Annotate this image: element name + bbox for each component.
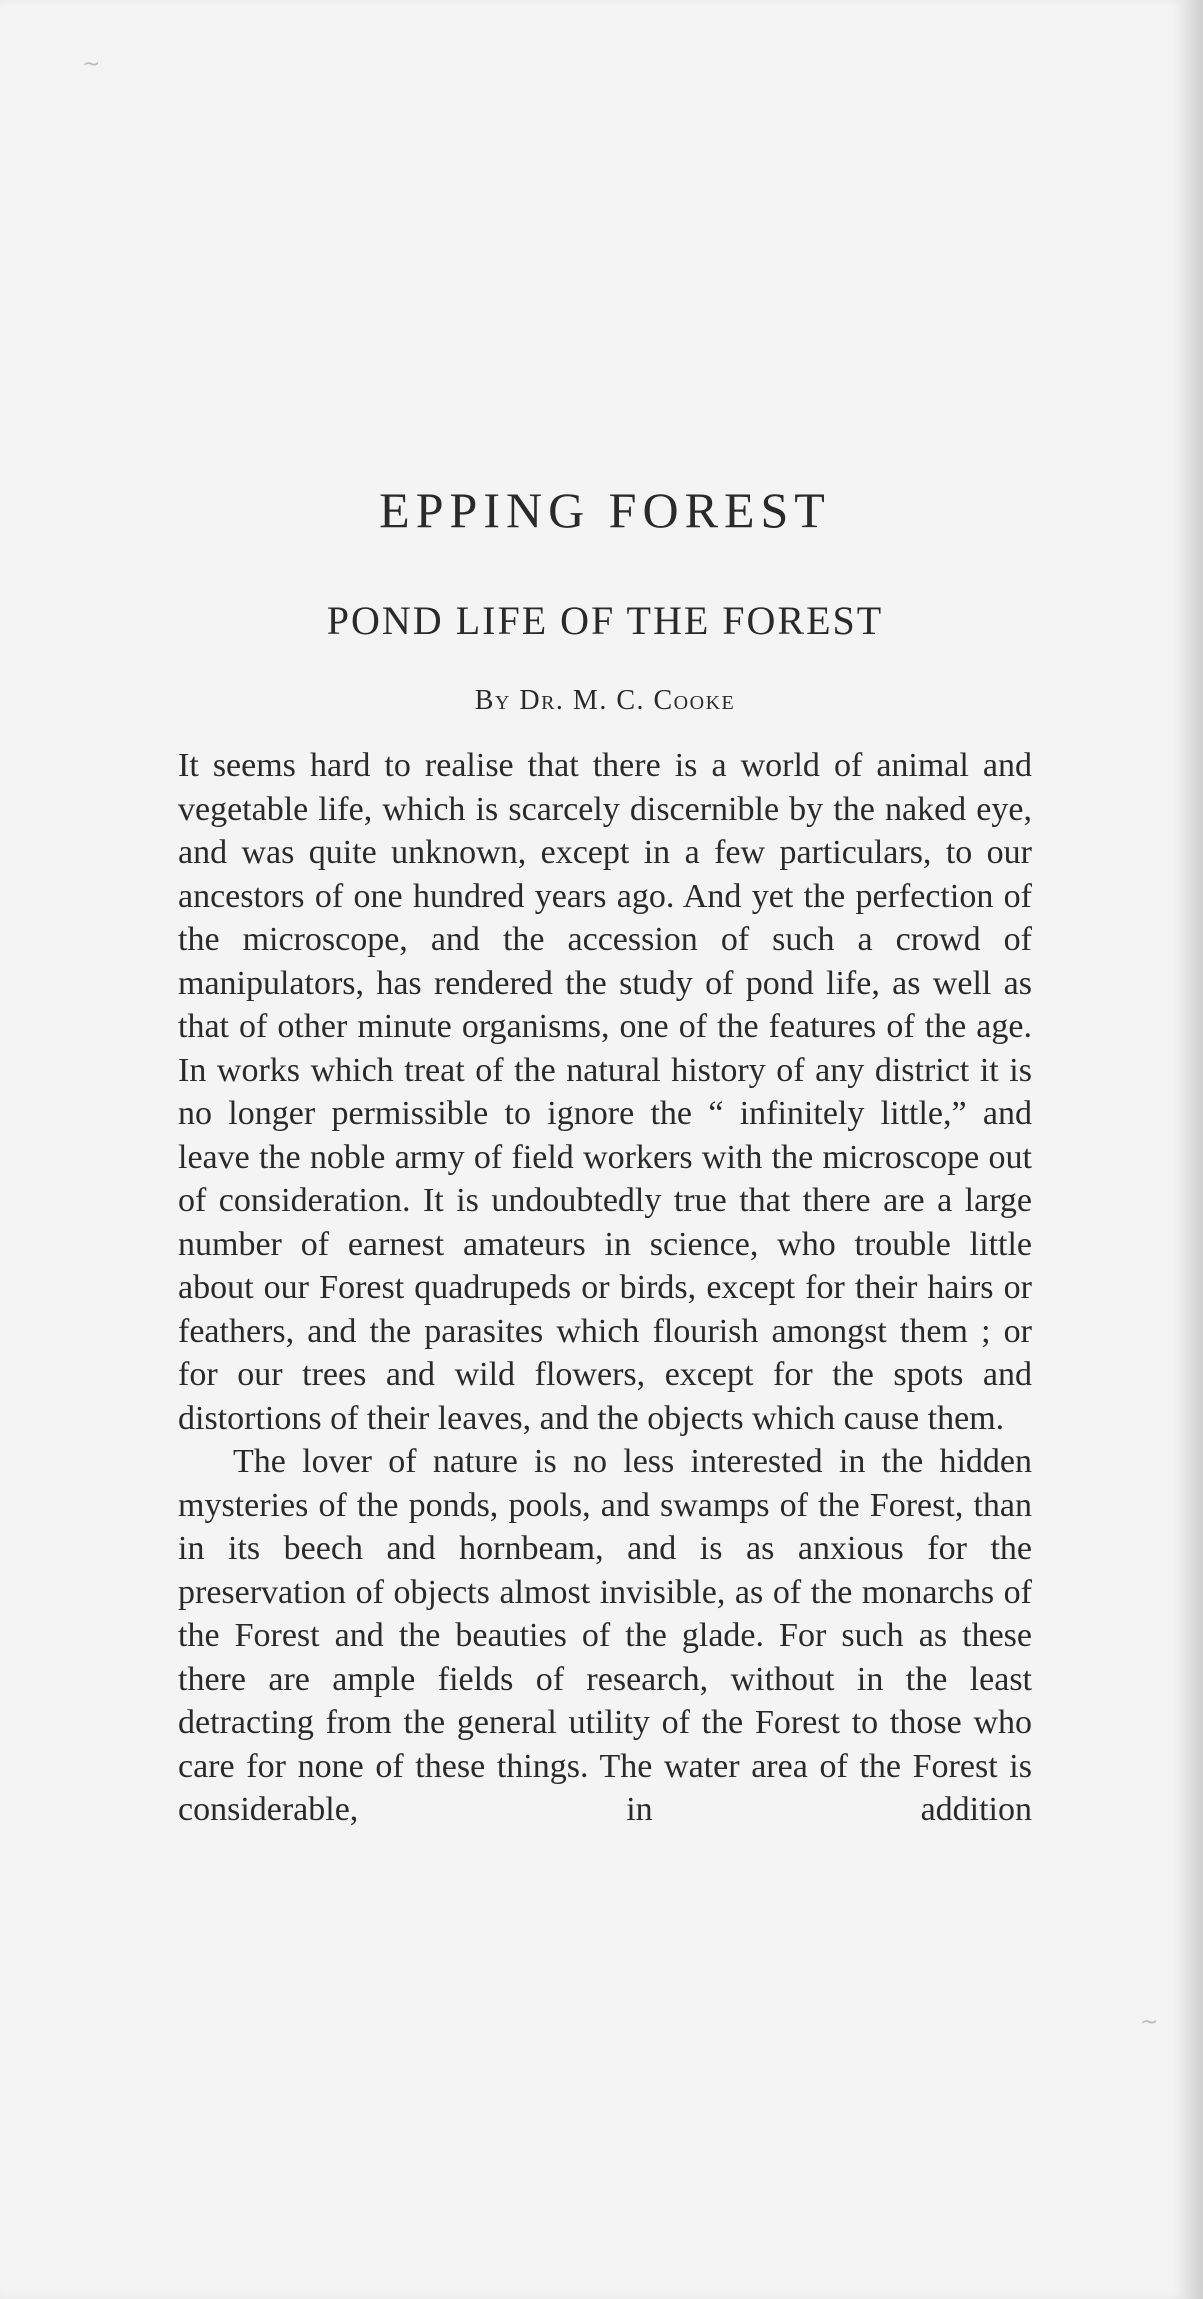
author-byline: By Dr. M. C. Cooke <box>474 685 736 716</box>
page-edge <box>1185 0 1203 2299</box>
paragraph-text: The lover of nature is no less interested in the hidden mysteries of the ponds, pools, and swamps of the Forest, than in its beech and hornbeam, and is as anxious for the preservation of objects almost invisible, as of the monarchs of the Forest and the beauties of the glade. For such as these there are ample fields of research, without in the least detracting from the general utility of the Forest to those who care for none of these things. The water area of the Forest is considerable, in addition <box>178 1443 1032 1828</box>
paragraph-text: It seems hard to realise that there is a world of animal and vegetable life, which is scarcely discernible by the naked eye, and was quite unknown, except in a few particulars, to our ancestors of one hundred years ago. And yet the perfection of the microscope, and the accession of such a crowd of manipulators, has rendered the study of pond life, as well as that of other minute organisms, one of the features of the age. In works which treat of the natural history of any district it is no longer permissible to ignore the “ infinitely little,” and leave the noble army of field workers with the microscope out of consideration. It is undoubtedly true that there are a large number of earnest amateurs in science, who trouble little about our Forest quadrupeds or birds, except for their hairs or feathers, and the parasites which flourish amongst them ; or for our trees and wild flowers, except for the spots and distortions of their leaves, and the objects which cause them. <box>178 747 1032 1437</box>
body-paragraph <box>178 1440 1032 1832</box>
page-blemish: ~ <box>82 52 101 77</box>
page-blemish: ~ <box>1140 2010 1159 2035</box>
body-paragraph <box>178 744 1032 1440</box>
article-body <box>178 744 1032 1832</box>
article-title: POND LIFE OF THE FOREST <box>326 598 884 643</box>
page-title: EPPING FOREST <box>379 482 831 538</box>
